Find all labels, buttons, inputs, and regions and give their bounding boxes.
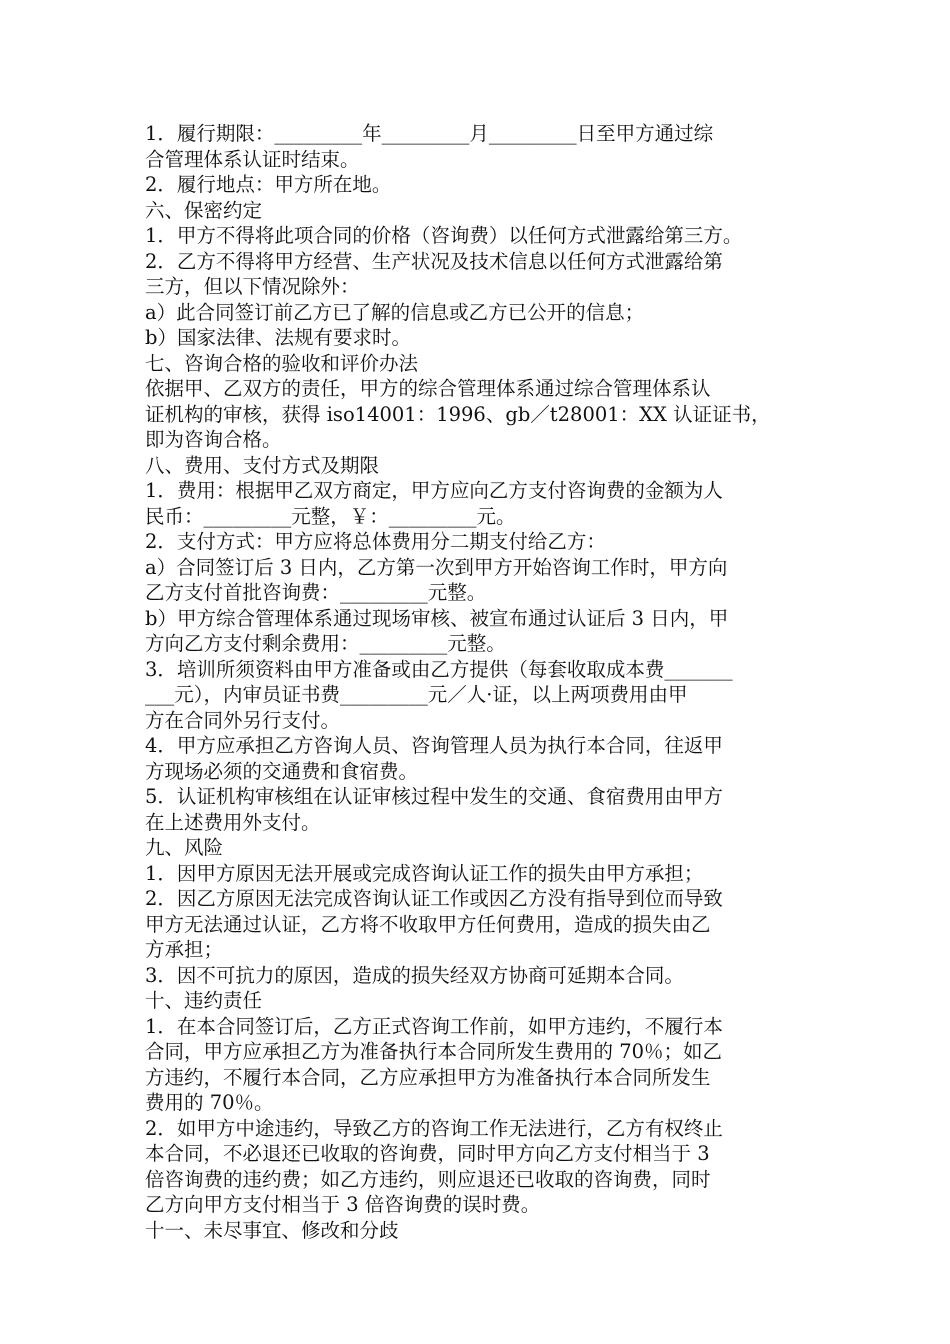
text-line: 甲方无法通过认证，乙方将不收取甲方任何费用，造成的损失由乙 (145, 912, 711, 936)
text-line: 本合同，不必退还已收取的咨询费，同时甲方向乙方支付相当于 3 (145, 1142, 710, 1165)
text-line: a）合同签订后 3 日内，乙方第一次到甲方开始咨询工作时，甲方向 (145, 555, 728, 579)
text-line: 在上述费用外支付。 (145, 810, 321, 834)
text-line: 民币：_________元整，￥：_________元。 (145, 504, 516, 528)
document-page (145, 121, 825, 1243)
text-line: 3．因不可抗力的原因，造成的损失经双方协商可延期本合同。 (145, 963, 684, 987)
section-heading: 十、违约责任 (145, 989, 263, 1012)
text-line: 2．履行地点：甲方所在地。 (145, 173, 392, 196)
text-line: 三方，但以下情况除外： (145, 275, 360, 298)
text-line: 合管理体系认证时结束。 (145, 147, 360, 171)
text-line: 1．费用：根据甲乙双方商定，甲方应向乙方支付咨询费的金额为人 (145, 479, 723, 502)
section-heading: 八、费用、支付方式及期限 (145, 453, 380, 477)
text-line: 5．认证机构审核组在认证审核过程中发生的交通、食宿费用由甲方 (145, 785, 723, 808)
text-line: 乙方支付首批咨询费：_________元整。 (145, 581, 487, 604)
text-line: 1．甲方不得将此项合同的价格（咨询费）以任何方式泄露给第三方。 (145, 224, 743, 247)
text-line: 合同，甲方应承担乙方为准备执行本合同所发生费用的 70％；如乙 (145, 1040, 723, 1063)
text-line: b）甲方综合管理体系通过现场审核、被宣布通过认证后 3 日内，甲 (145, 606, 729, 630)
text-line: 2．支付方式：甲方应将总体费用分二期支付给乙方： (145, 530, 606, 553)
text-line: b）国家法律、法规有要求时。 (145, 326, 411, 349)
text-line: a）此合同签订前乙方已了解的信息或乙方已公开的信息； (145, 300, 645, 324)
section-heading: 七、咨询合格的验收和评价办法 (145, 351, 419, 375)
text-line: 3．培训所须资料由甲方准备或由乙方提供（每套收取成本费_______ (145, 657, 733, 681)
text-line: 方在合同外另行支付。 (145, 708, 341, 732)
section-heading: 六、保密约定 (145, 198, 263, 222)
section-heading: 十一、未尽事宜、修改和分歧 (145, 1218, 399, 1242)
text-line: 方现场必须的交通费和食宿费。 (145, 759, 419, 783)
text-line: 方违约，不履行本合同，乙方应承担甲方为准备执行本合同所发生 (145, 1065, 711, 1089)
text-line: 1．在本合同签订后，乙方正式咨询工作前，如甲方违约，不履行本 (145, 1014, 723, 1038)
text-line: 2．乙方不得将甲方经营、生产状况及技术信息以任何方式泄露给第 (145, 249, 723, 273)
text-line: 证机构的审核，获得 iso14001：1996、gb／t28001：XX 认证证书， (145, 402, 771, 426)
text-line: 费用的 70％。 (145, 1091, 274, 1114)
text-line: ___元），内审员证书费_________元／人·证，以上两项费用由甲 (145, 683, 688, 706)
text-line: 即为咨询合格。 (145, 428, 282, 451)
text-line: 方承担； (145, 938, 224, 961)
section-heading: 九、风险 (145, 836, 224, 859)
text-line: 1．履行期限：_________年_________月_________日至甲方通过综 (145, 122, 714, 145)
text-line: 依据甲、乙双方的责任，甲方的综合管理体系通过综合管理体系认 (145, 377, 711, 400)
text-line: 4．甲方应承担乙方咨询人员、咨询管理人员为执行本合同，往返甲 (145, 734, 723, 757)
text-line: 2．如甲方中途违约，导致乙方的咨询工作无法进行，乙方有权终止 (145, 1116, 723, 1140)
text-line: 乙方向甲方支付相当于 3 倍咨询费的误时费。 (145, 1193, 541, 1216)
text-line: 2．因乙方原因无法完成咨询认证工作或因乙方没有指导到位而导致 (145, 887, 723, 910)
text-line: 1．因甲方原因无法开展或完成咨询认证工作的损失由甲方承担； (145, 861, 704, 885)
text-line: 倍咨询费的违约费；如乙方违约，则应退还已收取的咨询费，同时 (145, 1167, 711, 1191)
text-line: 方向乙方支付剩余费用：_________元整。 (145, 632, 506, 655)
